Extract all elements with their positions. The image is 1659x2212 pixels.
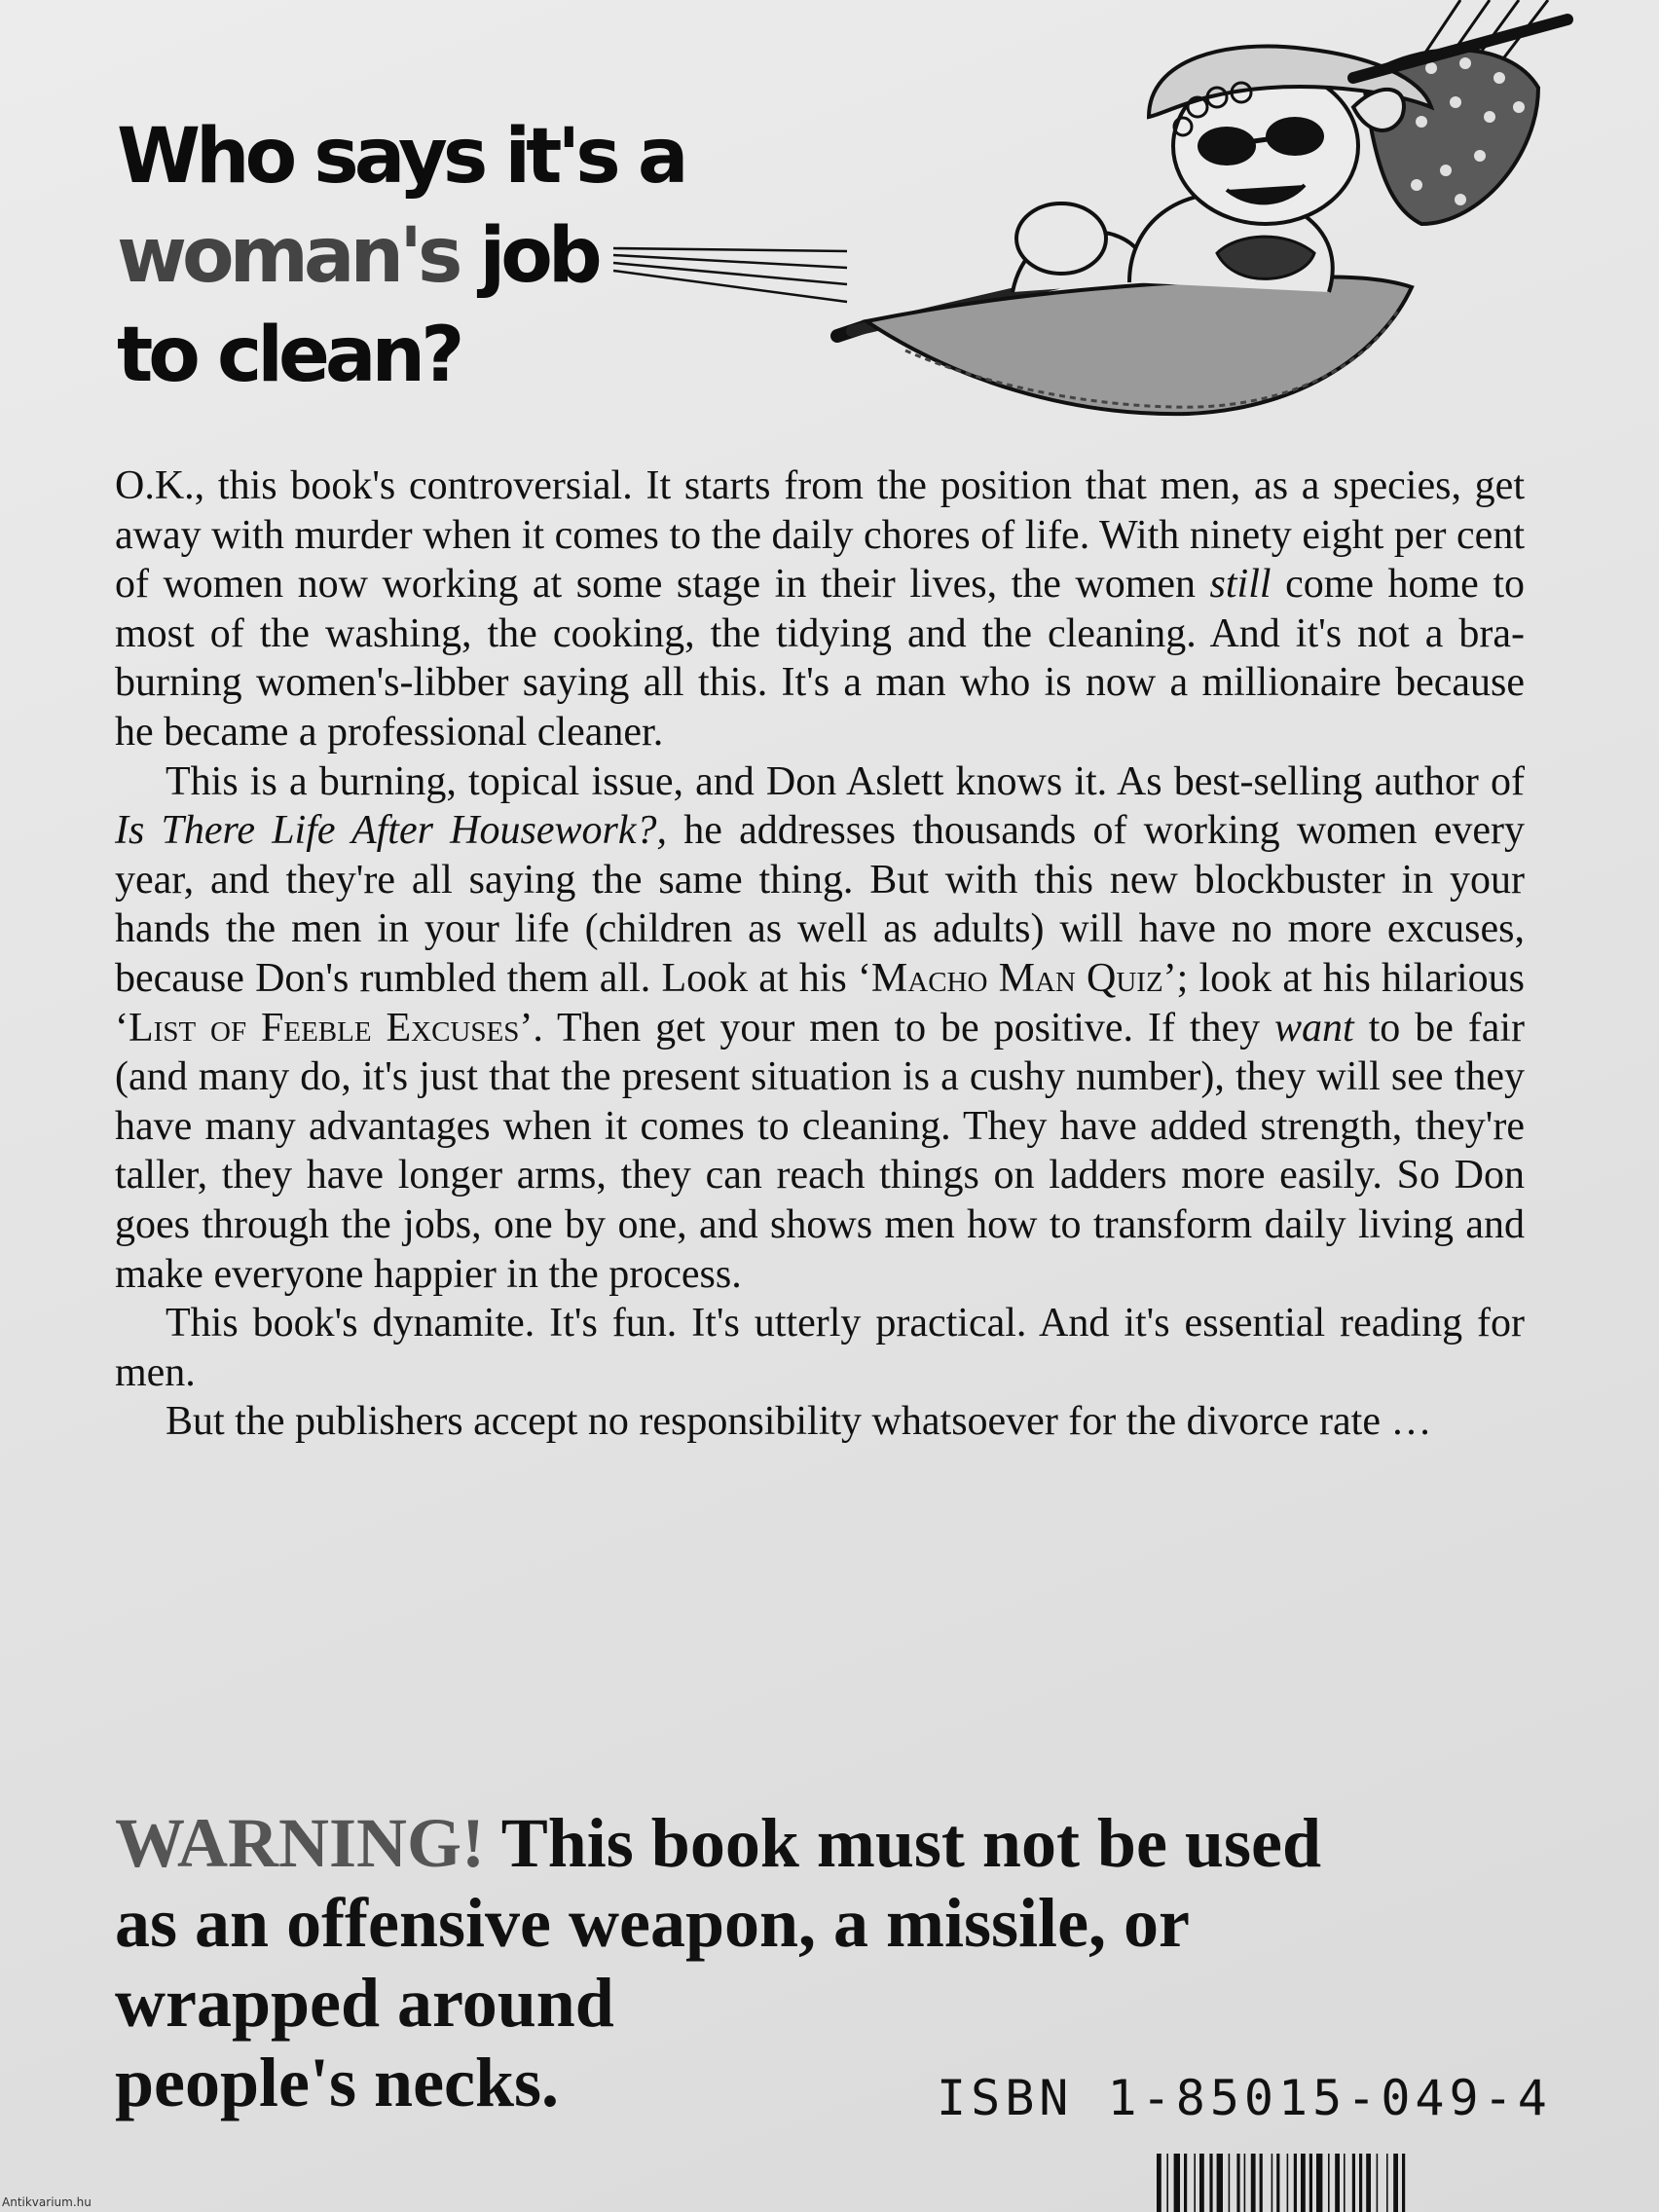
blurb-paragraph-2 xyxy=(115,757,1525,1300)
blurb-p1-italic: still xyxy=(1209,562,1272,608)
isbn-number: ISBN 1-85015-049-4 xyxy=(937,2070,1552,2126)
blurb-p2-start: This is a burning, topical issue, and Don Aslett knows it. As best-selling author of xyxy=(166,758,1525,804)
blurb-paragraph-3: This book's dynamite. It's fun. It's utterly practical. And it's essential reading for men. xyxy=(115,1301,1525,1395)
warning-line-3: wrapped around xyxy=(115,1964,614,2042)
watermark-text: Antikvarium.hu xyxy=(2,2195,92,2209)
headline-line-1: Who says it's a xyxy=(117,113,684,201)
blurb-text xyxy=(115,461,1525,1447)
blurb-p1-end: come home to most of the washing, the cooking, the tidying and the cleaning. And it's not a bra-burning women's-libber saying all this. It's a man who is now a millionaire because he became a professional cleaner. xyxy=(115,562,1525,755)
blurb-p2-mid2: ’; look at his hilarious ‘ xyxy=(115,955,1525,1051)
macho-man-quiz: Macho Man Quiz xyxy=(870,955,1163,1001)
warning-line-1-rest: This book must not be used xyxy=(485,1804,1321,1882)
blurb-p1-start: O.K., this book's controversial. It starts from the position that men, as a species, get away with murder when it comes to the daily chores of life. With ninety eight per cent of women now working at some stage in their lives, the women xyxy=(115,463,1525,608)
blurb-p2-end: to be fair (and many do, it's just that the present situation is a cushy number), they will see they have many advantages when it comes to cleaning. They have added strength, they're taller, they have longer arms, they can reach things on ladders more easily. So Don goes through the jobs, one by one, and shows men how to transform daily living and make everyone happier in the process. xyxy=(115,1005,1526,1297)
blurb-book-title: Is There Life After Housework?, xyxy=(115,808,667,854)
blurb-paragraph-4: But the publishers accept no responsibility whatsoever for the divorce rate … xyxy=(166,1399,1432,1445)
headline-womans: woman's xyxy=(117,212,459,300)
blurb-p2-want: want xyxy=(1274,1005,1354,1051)
barcode-icon xyxy=(1157,2154,1515,2212)
warning-line-4: people's necks. xyxy=(115,2044,560,2121)
warning-word: WARNING! xyxy=(115,1804,486,1882)
blurb-p2-mid: he addresses thousands of working women every year, and they're all saying the same thing. But with this new blockbuster in your hands the men in your life (children as well as adults) will have no more excuses, because Don's rumbled them all. Look at his ‘ xyxy=(115,808,1525,1001)
warning-line-2: as an offensive weapon, a missile, or xyxy=(115,1884,1190,1962)
blurb-p2-mid3: ’. Then get your men to be positive. If they xyxy=(519,1005,1275,1051)
woman-in-hammock-illustration xyxy=(604,0,1577,428)
headline-line-3: to clean? xyxy=(117,312,461,399)
warning-line-1 xyxy=(115,1803,1536,1883)
headline-job: job xyxy=(458,212,598,300)
feeble-excuses-list: List of Feeble Excuses xyxy=(129,1005,520,1051)
blurb-paragraph-1 xyxy=(115,461,1525,757)
